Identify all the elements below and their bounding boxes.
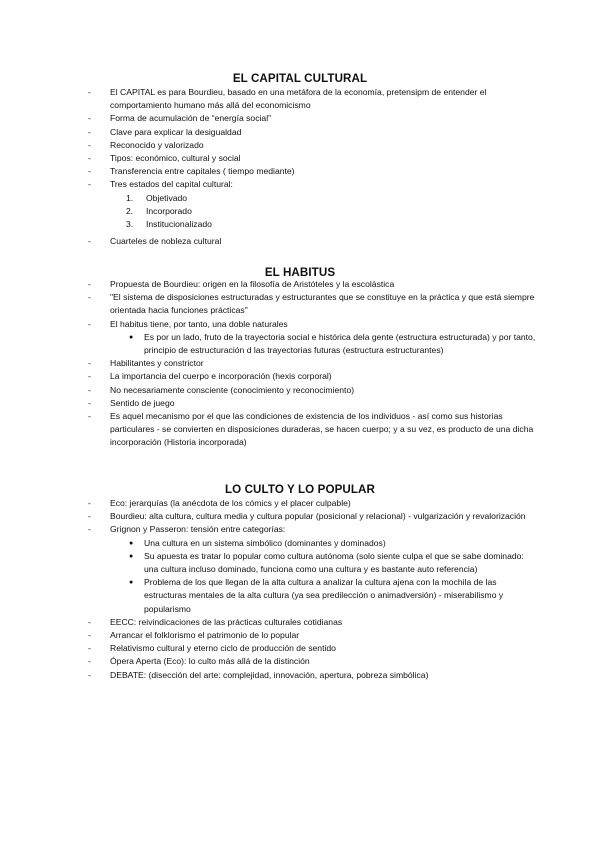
list-item: - Es aquel mecanismo por el que las condiciones de existencia de los individuos - así como sus historias particulares - se convierten en disposiciones duraderas, se hacen cuerpo; y a su vez, es producto de una dicha incorporación (Historia incorporada) — [88, 410, 538, 450]
list-item: - Tres estados del capital cultural: — [88, 178, 538, 191]
list-item: - Ópera Aperta (Eco): lo culto más allá de la distinción — [88, 655, 538, 668]
numbered-item-label: Incorporado — [146, 205, 192, 216]
sub-list-item: ● Su apuesta es tratar lo popular como cultura autónoma (solo siente culpa el que se sabe dominado: una cultura incluso dominado, funciona como una cultura y es bastante auto referencia) — [88, 550, 538, 576]
list-item: - Sentido de juego — [88, 397, 538, 410]
list-item: - Eco: jerarquías (la anécdota de los cómics y el placer culpable) — [88, 497, 538, 510]
numbered-item-label: Objetivado — [146, 192, 188, 203]
numbered-item: 2. Incorporado — [126, 205, 192, 216]
sub-list-item: ● Una cultura en un sistema simbólico (dominantes y dominados) — [88, 537, 538, 550]
list-item: - Clave para explicar la desigualdad — [88, 126, 538, 139]
list-item: - La importancia del cuerpo e incorporación (hexis corporal) — [88, 370, 538, 383]
numbered-item: 1. Objetivado — [126, 192, 188, 203]
list-item: - Transferencia entre capitales ( tiempo mediante) — [88, 165, 538, 178]
numbered-item-label: Institucionalizado — [146, 219, 212, 230]
list-item: - El habitus tiene, por tanto, una doble naturales — [88, 318, 538, 331]
list-item: - Habilitantes y constrictor — [88, 357, 538, 370]
habitus-list — [88, 278, 538, 450]
list-item: - DEBATE: (disección del arte: complejidad, innovación, apertura, pobreza simbólica) — [88, 669, 538, 682]
list-item: - Grignon y Passeron: tensión entre categorías: — [88, 523, 538, 536]
list-item: - No necesariamente consciente (conocimiento y reconocimiento) — [88, 384, 538, 397]
list-item: - "El sistema de disposiciones estructuradas y estructurantes que se constituye en la práctica y que está siempre orientada hacia funciones prácticas" — [88, 291, 538, 317]
list-item: - Tipos: económico, cultural y social — [88, 152, 538, 165]
section-title-capital-cultural: EL CAPITAL CULTURAL — [232, 72, 368, 85]
list-item: - Propuesta de Bourdieu: origen en la filosofía de Aristóteles y la escolástica — [88, 278, 538, 291]
sub-list-item: ● Problema de los que llegan de la alta cultura a analizar la cultura ajena con la mochila de las estructuras mentales de la alta cultura (ya sea predilección o animadversión) - miserabilismo y popularismo — [88, 576, 538, 616]
list-item: - Relativismo cultural y eterno ciclo de producción de sentido — [88, 642, 538, 655]
numbered-item: 3. Institucionalizado — [126, 219, 212, 230]
culto-popular-list — [88, 497, 538, 682]
list-item: - Forma de acumulación de “energía social” — [88, 112, 538, 125]
list-item: - Cuarteles de nobleza cultural — [88, 235, 538, 248]
section-title-culto-popular: LO CULTO Y LO POPULAR — [224, 483, 376, 496]
list-item: - Reconocido y valorizado — [88, 139, 538, 152]
list-item: - El CAPITAL es para Bourdieu, basado en una metáfora de la economía, pretensipm de entender el comportamiento humano más allá del economicismo — [88, 86, 538, 112]
sub-list-item: ● Es por un lado, fruto de la trayectoria social e histórica dela gente (estructura estructurada) y por tanto, principio de estructuración d las trayectorias futuras (estructura estructurantes) — [88, 331, 538, 357]
list-item: - Arrancar el folklorismo el patrimonio de lo popular — [88, 629, 538, 642]
list-item: - Bourdieu: alta cultura, cultura media y cultura popular (posicional y relacional) - vulgarización y revalorización — [88, 510, 538, 523]
section-title-habitus: EL HABITUS — [264, 266, 336, 279]
capital-cultural-list — [88, 86, 538, 248]
list-item: - EECC: reivindicaciones de las prácticas culturales cotidianas — [88, 616, 538, 629]
